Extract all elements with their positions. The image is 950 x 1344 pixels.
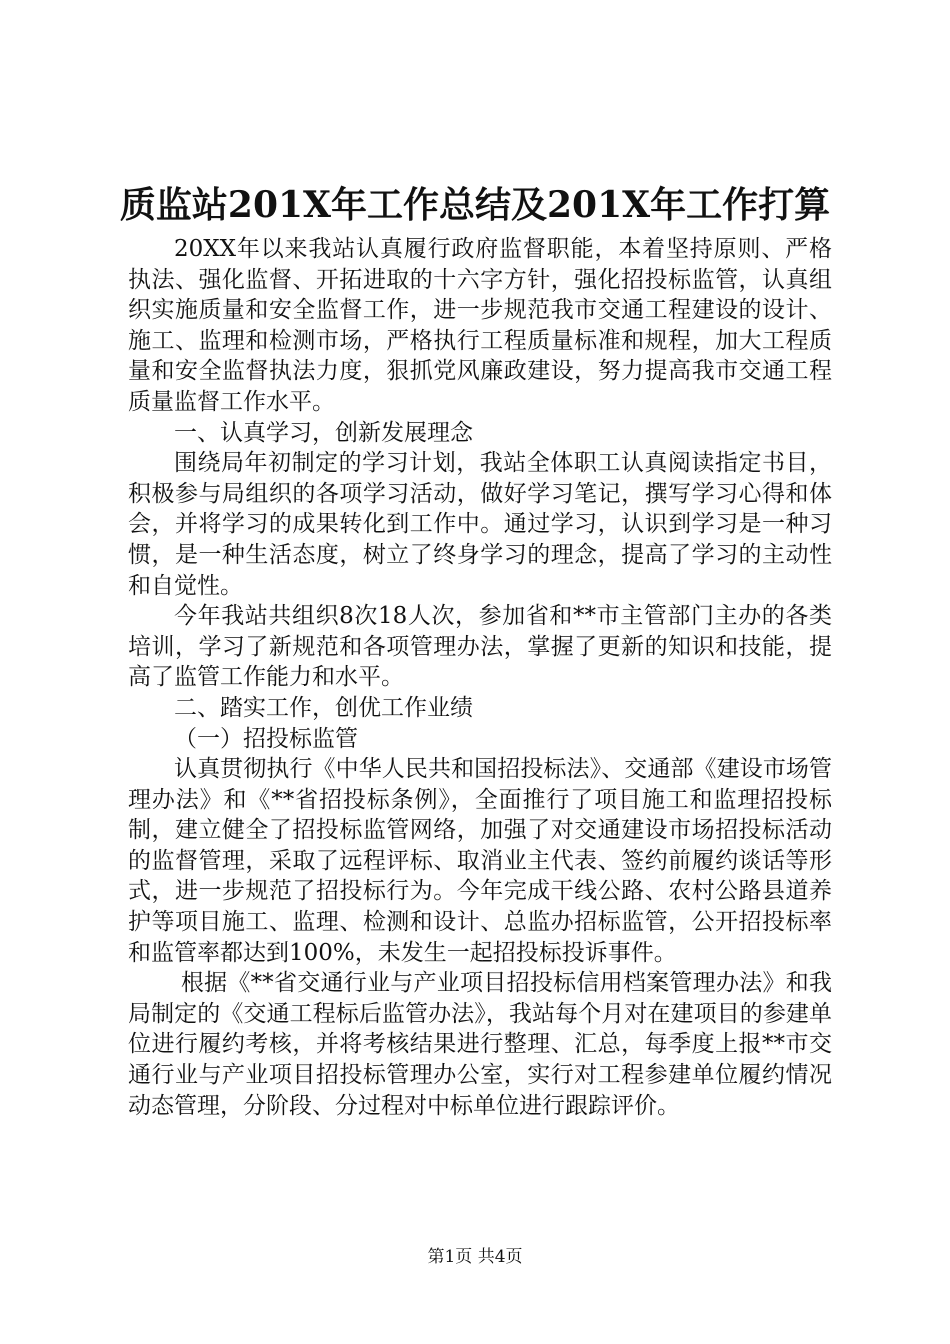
subsection-heading-1: （一）招投标监管 bbox=[174, 725, 358, 752]
study-paragraph: 围绕局年初制定的学习计划，我站全体职工认真阅读指定书目，积极参与局组织的各项学习活动，做好学习笔记，撰写学习心得和体会，并将学习的成果转化到工作中。通过学习，认识到学习是一种习惯，是一种生活态度，树立了终身学习的理念，提高了学习的主动性和自觉性。 bbox=[128, 450, 832, 599]
section-heading-2: 二、踏实工作，创优工作业绩 bbox=[174, 694, 473, 721]
document-title: 质监站201X年工作总结及201X年工作打算 bbox=[119, 184, 831, 226]
bidding-paragraph: 认真贯彻执行《中华人民共和国招投标法》、交通部《建设市场管理办法》和《**省招投标条例》，全面推行了项目施工和监理招投标制，建立健全了招投标监管网络，加强了对交通建设市场招投标活动的监督管理，采取了远程评标、取消业主代表、签约前履约谈话等形式，进一步规范了招投标行为。今年完成干线公路、农村公路县道养护等项目施工、监理、检测和设计、总监办招标监管，公开招投标率和监管率都达到100%，未发生一起招投标投诉事件。 bbox=[128, 756, 832, 966]
page-number: 第1页 共4页 bbox=[427, 1247, 523, 1267]
intro-paragraph: 20XX年以来我站认真履行政府监督职能，本着坚持原则、严格执法、强化监督、开拓进取的十六字方针，强化招投标监管，认真组织实施质量和安全监督工作，进一步规范我市交通工程建设的设计、施工、监理和检测市场，严格执行工程质量标准和规程，加大工程质量和安全监督执法力度，狠抓党风廉政建设，努力提高我市交通工程质量监督工作水平。 bbox=[128, 236, 832, 415]
training-paragraph: 今年我站共组织8次18人次，参加省和**市主管部门主办的各类培训，学习了新规范和各项管理办法，掌握了更新的知识和技能，提高了监管工作能力和水平。 bbox=[128, 603, 832, 691]
credit-paragraph: 根据《**省交通行业与产业项目招投标信用档案管理办法》和我局制定的《交通工程标后监管办法》，我站每个月对在建项目的参建单位进行履约考核，并将考核结果进行整理、汇总，每季度上报**市交通行业与产业项目招投标管理办公室，实行对工程参建单位履约情况动态管理，分阶段、分过程对中标单位进行跟踪评价。 bbox=[128, 970, 832, 1119]
section-heading-1: 一、认真学习，创新发展理念 bbox=[174, 419, 473, 446]
document-body bbox=[128, 234, 832, 1121]
